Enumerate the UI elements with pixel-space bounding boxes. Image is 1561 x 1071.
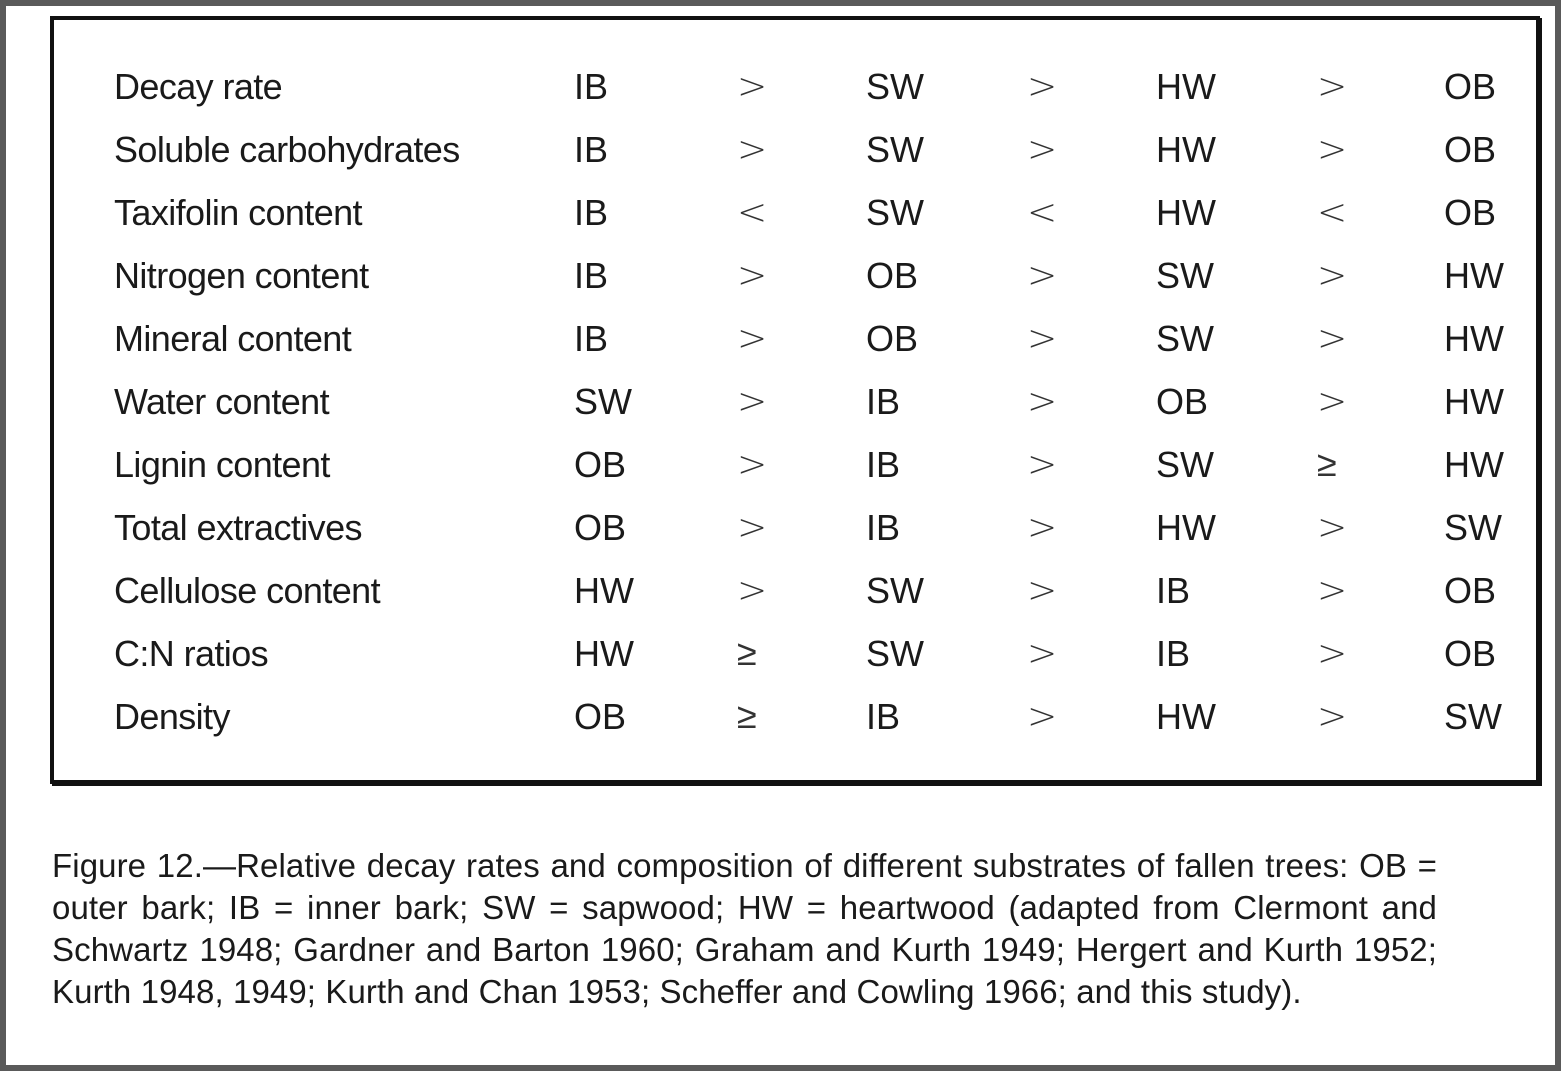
operator-2: >: [1027, 696, 1058, 737]
operator-1: >: [737, 129, 768, 170]
operator-1: >: [737, 507, 768, 548]
substrate-4: HW: [1444, 381, 1504, 422]
table-row: [54, 125, 1536, 175]
operator-2: >: [1027, 381, 1058, 422]
substrate-1: IB: [574, 66, 609, 107]
property-label: Taxifolin content: [114, 192, 362, 233]
property-label: Mineral content: [114, 318, 352, 359]
operator-2: >: [1027, 129, 1058, 170]
table-row: [54, 692, 1536, 742]
operator-1: ≥: [737, 633, 757, 674]
substrate-1: IB: [574, 255, 609, 296]
substrate-2: IB: [866, 507, 901, 548]
substrate-1: OB: [574, 444, 627, 485]
figure-table: [50, 16, 1540, 784]
operator-2: <: [1027, 192, 1058, 233]
operator-3: >: [1317, 696, 1348, 737]
substrate-4: OB: [1444, 192, 1497, 233]
operator-1: >: [737, 444, 768, 485]
substrate-2: IB: [866, 444, 901, 485]
substrate-2: SW: [866, 570, 924, 611]
operator-2: >: [1027, 318, 1058, 359]
property-label: Decay rate: [114, 66, 283, 107]
substrate-4: HW: [1444, 255, 1504, 296]
substrate-2: SW: [866, 633, 924, 674]
table-row: [54, 251, 1536, 301]
substrate-1: IB: [574, 318, 609, 359]
operator-2: >: [1027, 255, 1058, 296]
substrate-4: HW: [1444, 444, 1504, 485]
substrate-2: SW: [866, 129, 924, 170]
operator-2: >: [1027, 66, 1058, 107]
operator-1: >: [737, 318, 768, 359]
substrate-4: SW: [1444, 696, 1502, 737]
property-label: Cellulose content: [114, 570, 380, 611]
substrate-4: OB: [1444, 129, 1497, 170]
substrate-1: OB: [574, 507, 627, 548]
operator-2: >: [1027, 570, 1058, 611]
table-row: [54, 377, 1536, 427]
operator-1: >: [737, 66, 768, 107]
table-row: [54, 188, 1536, 238]
figure-caption: Figure 12.—Relative decay rates and composition of different substrates of fallen trees: OB = outer bark; IB = inner bark; SW = sapwood; HW = heartwood (adapted from Clermont and Schwartz 1948; Gardner and Barton 1960; Graham and Kurth 1949; Hergert and Kurth 1952; Kurth 1948, 1949; Kurth and Chan 1953; Scheffer and Cowling 1966; and this study).: [52, 847, 1437, 1010]
substrate-1: IB: [574, 129, 609, 170]
substrate-3: SW: [1156, 255, 1214, 296]
substrate-2: IB: [866, 381, 901, 422]
substrate-3: HW: [1156, 66, 1216, 107]
substrate-4: OB: [1444, 66, 1497, 107]
substrate-3: HW: [1156, 129, 1216, 170]
operator-3: >: [1317, 507, 1348, 548]
substrate-2: OB: [866, 255, 919, 296]
table-row: [54, 440, 1536, 490]
operator-3: >: [1317, 381, 1348, 422]
operator-1: >: [737, 570, 768, 611]
substrate-1: SW: [574, 381, 632, 422]
substrate-3: SW: [1156, 318, 1214, 359]
property-label: Density: [114, 696, 230, 737]
substrate-4: OB: [1444, 633, 1497, 674]
table-row: [54, 566, 1536, 616]
operator-2: >: [1027, 633, 1058, 674]
operator-3: >: [1317, 66, 1348, 107]
table-row: [54, 314, 1536, 364]
operator-2: >: [1027, 507, 1058, 548]
substrate-1: OB: [574, 696, 627, 737]
operator-3: <: [1317, 192, 1348, 233]
substrate-1: HW: [574, 570, 634, 611]
substrate-3: SW: [1156, 444, 1214, 485]
operator-1: >: [737, 255, 768, 296]
operator-3: >: [1317, 129, 1348, 170]
substrate-4: HW: [1444, 318, 1504, 359]
table-row: [54, 629, 1536, 679]
property-label: Total extractives: [114, 507, 362, 548]
operator-3: >: [1317, 318, 1348, 359]
operator-1: <: [737, 192, 768, 233]
substrate-3: HW: [1156, 696, 1216, 737]
table-row: [54, 503, 1536, 553]
substrate-3: HW: [1156, 192, 1216, 233]
substrate-2: SW: [866, 192, 924, 233]
operator-2: >: [1027, 444, 1058, 485]
property-label: Lignin content: [114, 444, 330, 485]
table-row: [54, 62, 1536, 112]
property-label: Nitrogen content: [114, 255, 369, 296]
operator-3: >: [1317, 570, 1348, 611]
substrate-3: IB: [1156, 633, 1191, 674]
substrate-3: OB: [1156, 381, 1209, 422]
substrate-1: HW: [574, 633, 634, 674]
operator-3: ≥: [1317, 444, 1337, 485]
operator-1: >: [737, 381, 768, 422]
substrate-2: IB: [866, 696, 901, 737]
substrate-4: SW: [1444, 507, 1502, 548]
substrate-3: HW: [1156, 507, 1216, 548]
property-label: Water content: [114, 381, 329, 422]
property-label: Soluble carbohydrates: [114, 129, 460, 170]
operator-1: ≥: [737, 696, 757, 737]
operator-3: >: [1317, 255, 1348, 296]
property-label: C:N ratios: [114, 633, 269, 674]
substrate-2: OB: [866, 318, 919, 359]
substrate-3: IB: [1156, 570, 1191, 611]
substrate-2: SW: [866, 66, 924, 107]
substrate-1: IB: [574, 192, 609, 233]
operator-3: >: [1317, 633, 1348, 674]
substrate-4: OB: [1444, 570, 1497, 611]
